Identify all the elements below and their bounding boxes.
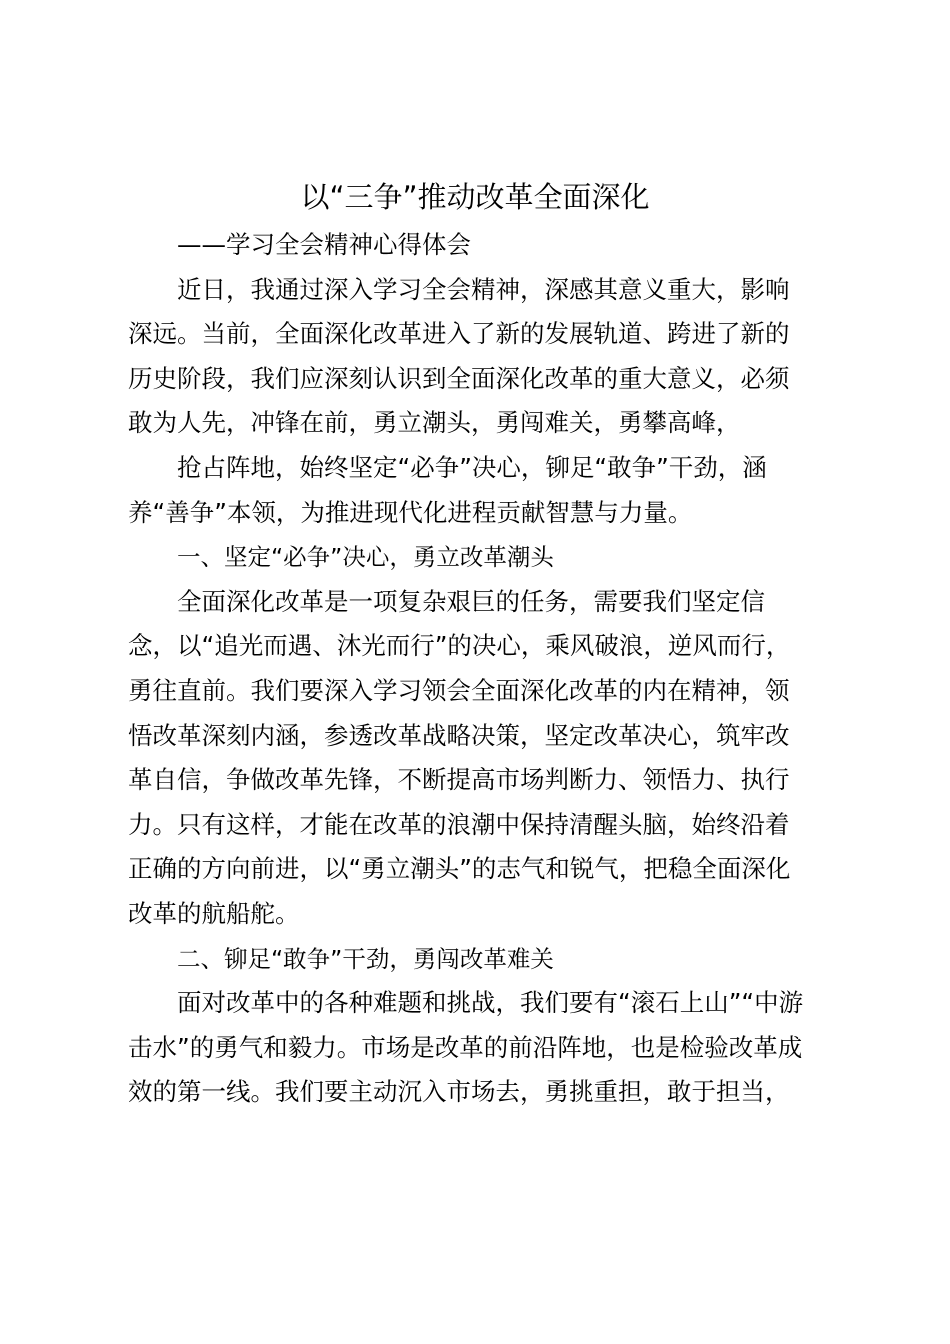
- paragraph-line: 近日，我通过深入学习全会精神，深感其意义重大，影响: [177, 274, 790, 304]
- paragraph-line: 力。只有这样，才能在改革的浪潮中保持清醒头脑，始终沿着: [128, 809, 790, 839]
- paragraph-line: 面对改革中的各种难题和挑战，我们要有“滚石上山”“中游: [177, 988, 804, 1018]
- paragraph-line: 深远。当前，全面深化改革进入了新的发展轨道、跨进了新的: [128, 319, 790, 349]
- paragraph-line: 悟改革深刻内涵，参透改革战略决策，坚定改革决心，筑牢改: [128, 720, 790, 750]
- paragraph-line: 历史阶段，我们应深刻认识到全面深化改革的重大意义，必须: [128, 363, 790, 393]
- paragraph-line: 革自信，争做改革先锋，不断提高市场判断力、领悟力、执行: [128, 765, 790, 795]
- paragraph-line: 念，以“追光而遇、沐光而行”的决心，乘风破浪，逆风而行，: [128, 631, 791, 661]
- document-title: 以“三争”推动改革全面深化: [300, 180, 650, 214]
- paragraph-line: 勇往直前。我们要深入学习领会全面深化改革的内在精神，领: [128, 675, 790, 705]
- section-heading-2: 二、铆足“敢争”干劲，勇闯改革难关: [177, 944, 554, 973]
- paragraph-line: 敢为人先，冲锋在前，勇立潮头，勇闯难关，勇攀高峰，: [128, 408, 741, 438]
- paragraph-line: 抢占阵地，始终坚定“必争”决心，铆足“敢争”干劲，涵: [177, 452, 767, 482]
- paragraph-line: 效的第一线。我们要主动沉入市场去，勇挑重担，敢于担当，: [128, 1077, 790, 1107]
- paragraph-line: 养“善争”本领，为推进现代化进程贡献智慧与力量。: [128, 497, 693, 527]
- paragraph-line: 全面深化改革是一项复杂艰巨的任务，需要我们坚定信: [177, 586, 765, 616]
- paragraph-line: 改革的航船舵。: [128, 898, 300, 928]
- paragraph-line: 击水”的勇气和毅力。市场是改革的前沿阵地，也是检验改革成: [128, 1032, 803, 1062]
- document-body: [128, 223, 822, 1115]
- section-heading-1: 一、坚定“必争”决心，勇立改革潮头: [177, 543, 554, 572]
- document-subtitle: ——学习全会精神心得体会: [177, 230, 471, 259]
- paragraph-line: 正确的方向前进，以“勇立潮头”的志气和锐气，把稳全面深化: [128, 854, 791, 884]
